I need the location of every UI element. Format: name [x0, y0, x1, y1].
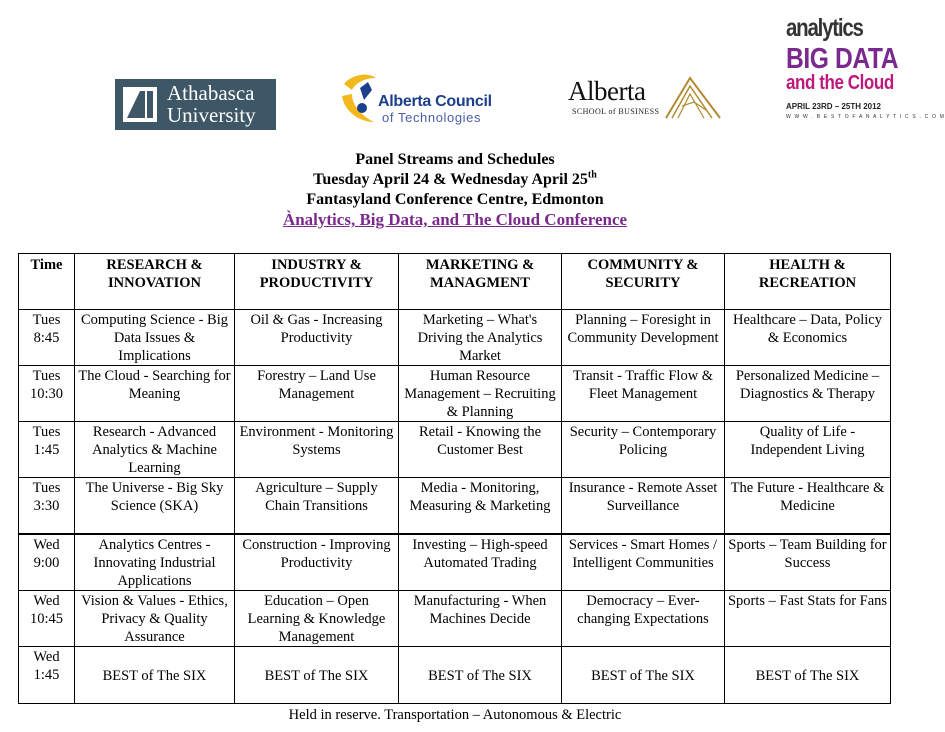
session-cell: Vision & Values - Ethics, Privacy & Quality Assurance — [75, 591, 235, 647]
session-cell: Analytics Centres - Innovating Industrial Applications — [75, 534, 235, 591]
session-cell: Research - Advanced Analytics & Machine Learning — [75, 422, 235, 478]
session-cell: Investing – High-speed Automated Trading — [399, 534, 562, 591]
conference-link[interactable]: Ànalytics, Big Data, and The Cloud Conference — [282, 210, 628, 229]
table-row — [19, 647, 891, 704]
table-row — [19, 591, 891, 647]
session-cell: Marketing – What's Driving the Analytics Market — [399, 310, 562, 366]
column-header: INDUSTRY & PRODUCTIVITY — [235, 254, 399, 310]
session-cell: The Future - Healthcare & Medicine — [725, 478, 891, 535]
session-cell: Democracy – Ever-changing Expectations — [562, 591, 725, 647]
analytics-big-data-logo — [786, 14, 945, 124]
session-cell: BEST of The SIX — [725, 647, 891, 704]
table-row — [19, 366, 891, 422]
session-cell: Media - Monitoring, Measuring & Marketing — [399, 478, 562, 535]
table-header-row — [19, 254, 891, 310]
document-header — [0, 150, 910, 230]
session-cell: The Cloud - Searching for Meaning — [75, 366, 235, 422]
session-cell: Personalized Medicine – Diagnostics & Therapy — [725, 366, 891, 422]
time-cell: Tues 10:30 — [19, 366, 75, 422]
session-cell: Planning – Foresight in Community Development — [562, 310, 725, 366]
session-cell: Sports – Team Building for Success — [725, 534, 891, 591]
session-cell: BEST of The SIX — [399, 647, 562, 704]
session-cell: Sports – Fast Stats for Fans — [725, 591, 891, 647]
column-header: COMMUNITY & SECURITY — [562, 254, 725, 310]
footer-note: Held in reserve. Transportation – Autonomous & Electric — [288, 707, 622, 723]
session-cell: Manufacturing - When Machines Decide — [399, 591, 562, 647]
session-cell: Retail - Knowing the Customer Best — [399, 422, 562, 478]
abd-dates: APRIL 23RD – 25TH 2012 — [786, 102, 882, 111]
asb-mountain-icon — [664, 72, 722, 122]
session-cell: BEST of The SIX — [235, 647, 399, 704]
session-cell: The Universe - Big Sky Science (SKA) — [75, 478, 235, 535]
session-cell: Security – Contemporary Policing — [562, 422, 725, 478]
schedule-table — [18, 253, 891, 704]
header-line-2: Tuesday April 24 & Wednesday April 25th — [313, 169, 597, 188]
alberta-council-logo — [340, 70, 505, 128]
time-cell: Tues 3:30 — [19, 478, 75, 535]
athabasca-mark-icon — [123, 87, 157, 122]
session-cell: Computing Science - Big Data Issues & Implications — [75, 310, 235, 366]
time-cell: Wed 9:00 — [19, 534, 75, 591]
time-cell: Wed 10:45 — [19, 591, 75, 647]
time-cell: Wed 1:45 — [19, 647, 75, 704]
abd-analytics: analytics — [786, 14, 863, 42]
abd-url: W W W . B E S T O F A N A L Y T I C S . C O M — [786, 114, 945, 120]
session-cell: BEST of The SIX — [562, 647, 725, 704]
abd-big-data: BIG DATA — [786, 43, 899, 75]
column-header: RESEARCH & INNOVATION — [75, 254, 235, 310]
acot-title: Alberta Council — [378, 93, 492, 110]
acot-swoosh-icon — [340, 70, 380, 128]
column-header: MARKETING & MANAGMENT — [399, 254, 562, 310]
athabasca-university-logo — [115, 79, 276, 130]
header-line-3: Fantasyland Conference Centre, Edmonton — [306, 191, 604, 208]
abd-and-the-cloud: and the Cloud — [786, 72, 894, 94]
asb-title: Alberta — [568, 76, 646, 106]
session-cell: Services - Smart Homes / Intelligent Communities — [562, 534, 725, 591]
session-cell: Education – Open Learning & Knowledge Management — [235, 591, 399, 647]
session-cell: Agriculture – Supply Chain Transitions — [235, 478, 399, 535]
table-row — [19, 534, 891, 591]
session-cell: Oil & Gas - Increasing Productivity — [235, 310, 399, 366]
table-row — [19, 478, 891, 535]
column-header: HEALTH & RECREATION — [725, 254, 891, 310]
table-row — [19, 310, 891, 366]
session-cell: Forestry – Land Use Management — [235, 366, 399, 422]
time-cell: Tues 8:45 — [19, 310, 75, 366]
athabasca-name: Athabasca University — [167, 81, 256, 127]
session-cell: Quality of Life - Independent Living — [725, 422, 891, 478]
column-header: Time — [19, 254, 75, 310]
alberta-school-of-business-logo — [564, 70, 724, 126]
session-cell: Insurance - Remote Asset Surveillance — [562, 478, 725, 535]
header-line-1: Panel Streams and Schedules — [355, 151, 555, 168]
session-cell: Transit - Traffic Flow & Fleet Management — [562, 366, 725, 422]
session-cell: Healthcare – Data, Policy & Economics — [725, 310, 891, 366]
session-cell: Environment - Monitoring Systems — [235, 422, 399, 478]
table-row — [19, 422, 891, 478]
session-cell: BEST of The SIX — [75, 647, 235, 704]
time-cell: Tues 1:45 — [19, 422, 75, 478]
session-cell: Construction - Improving Productivity — [235, 534, 399, 591]
session-cell: Human Resource Management – Recruiting & Planning — [399, 366, 562, 422]
asb-subtitle: SCHOOL of BUSINESS — [572, 107, 660, 116]
acot-subtitle: of Technologies — [382, 110, 482, 125]
